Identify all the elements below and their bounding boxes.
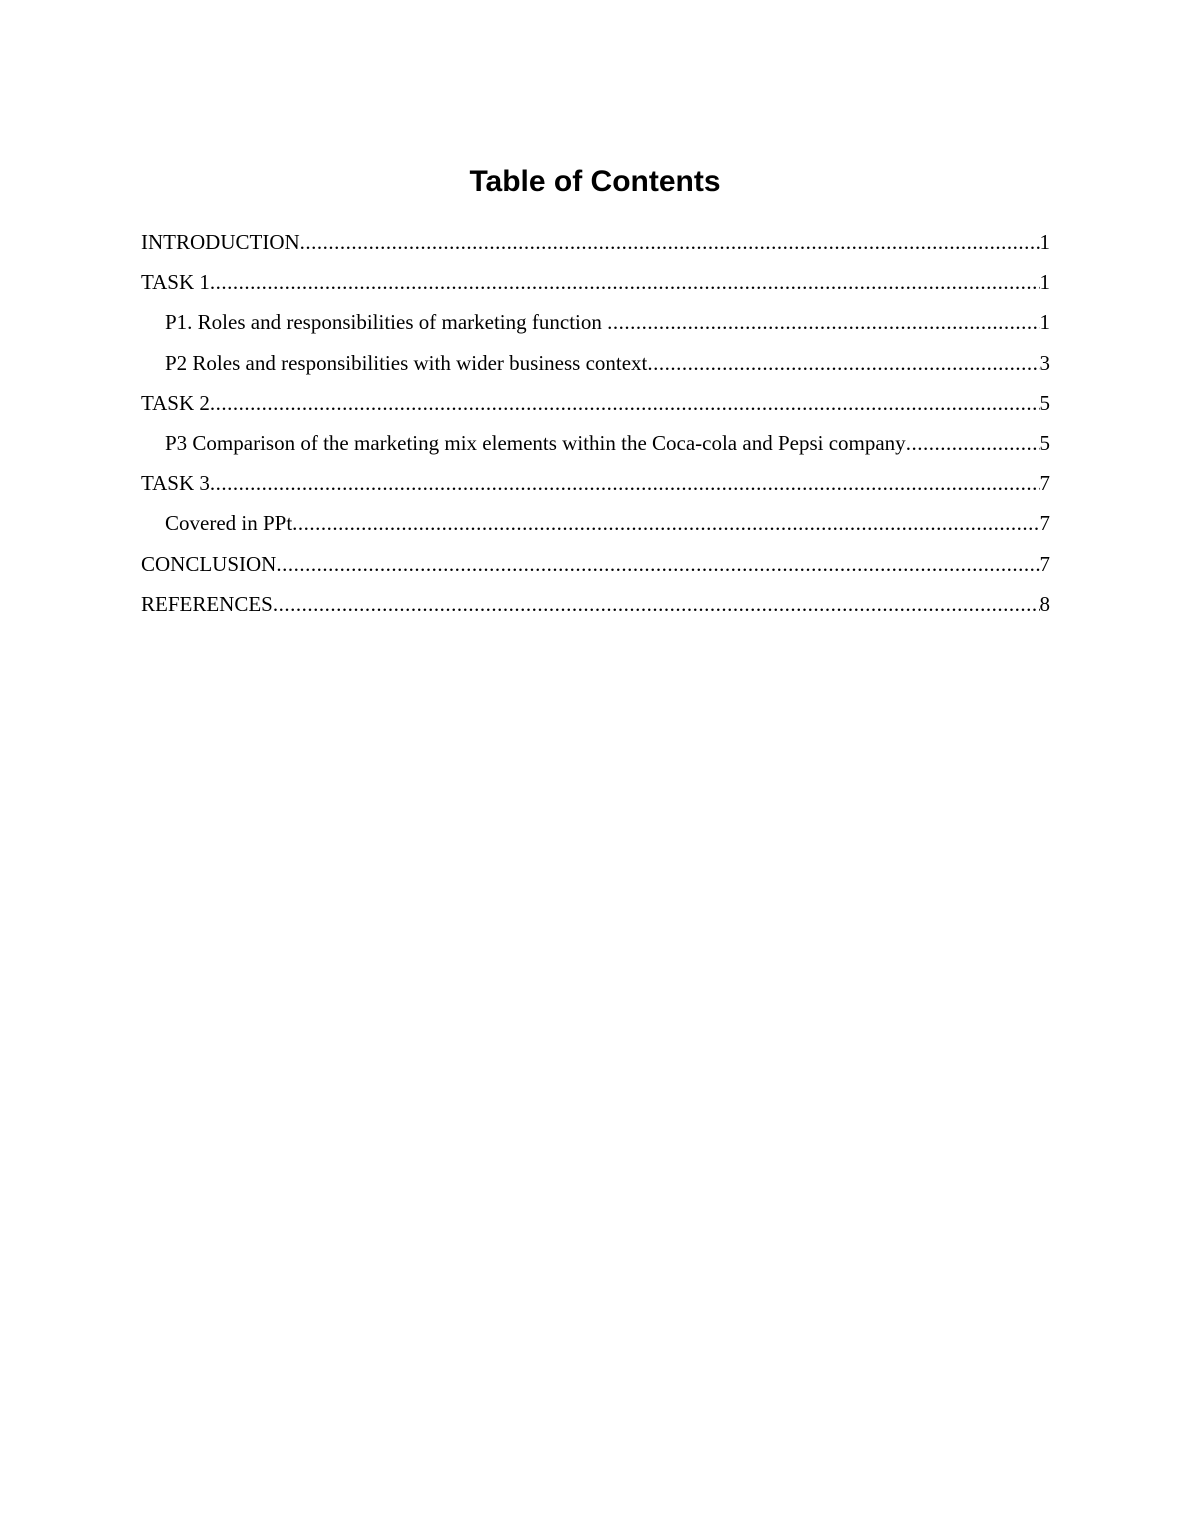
toc-entry-p2[interactable] bbox=[141, 347, 1050, 387]
dot-leader bbox=[607, 306, 1039, 338]
dot-leader bbox=[210, 266, 1040, 298]
toc-entry-conclusion[interactable] bbox=[141, 548, 1050, 588]
toc-entry-page: 5 bbox=[1039, 430, 1050, 455]
table-of-contents bbox=[141, 226, 1050, 628]
toc-entry-page: 7 bbox=[1039, 511, 1050, 536]
toc-entry-references[interactable] bbox=[141, 588, 1050, 628]
toc-entry-label: CONCLUSION bbox=[141, 551, 277, 576]
toc-entry-task-1[interactable] bbox=[141, 266, 1050, 306]
toc-entry-page: 1 bbox=[1039, 270, 1050, 295]
toc-entry-p1[interactable] bbox=[141, 306, 1050, 346]
dot-leader bbox=[210, 387, 1040, 419]
dot-leader bbox=[300, 226, 1040, 258]
toc-entry-page: 1 bbox=[1039, 310, 1050, 335]
dot-leader bbox=[276, 548, 1039, 580]
dot-leader bbox=[273, 588, 1040, 620]
toc-entry-label: TASK 1 bbox=[141, 270, 210, 295]
toc-entry-label: TASK 2 bbox=[141, 390, 210, 415]
toc-entry-page: 3 bbox=[1039, 350, 1050, 375]
toc-entry-page: 1 bbox=[1039, 230, 1050, 254]
dot-leader bbox=[647, 347, 1039, 379]
toc-entry-label: REFERENCES bbox=[141, 591, 273, 616]
toc-entry-introduction[interactable] bbox=[141, 226, 1050, 266]
toc-entry-p3[interactable] bbox=[141, 427, 1050, 467]
toc-entry-label: INTRODUCTION bbox=[141, 230, 300, 254]
toc-entry-label: TASK 3 bbox=[141, 471, 210, 496]
toc-entry-label: Covered in PPt bbox=[165, 511, 293, 536]
toc-entry-page: 8 bbox=[1039, 591, 1050, 616]
toc-entry-page: 7 bbox=[1039, 551, 1050, 576]
page-title: Table of Contents bbox=[469, 165, 721, 198]
toc-entry-label: P1. Roles and responsibilities of marketing function bbox=[165, 310, 608, 335]
toc-entry-task-2[interactable] bbox=[141, 387, 1050, 427]
toc-entry-page: 5 bbox=[1039, 390, 1050, 415]
toc-entry-page: 7 bbox=[1039, 471, 1050, 496]
dot-leader bbox=[906, 427, 1040, 459]
toc-entry-task-3[interactable] bbox=[141, 467, 1050, 507]
toc-entry-label: P3 Comparison of the marketing mix elements within the Coca-cola and Pepsi company bbox=[165, 430, 906, 455]
toc-entry-covered-in-ppt[interactable] bbox=[141, 507, 1050, 547]
toc-entry-label: P2 Roles and responsibilities with wider business context bbox=[165, 350, 648, 375]
dot-leader bbox=[210, 467, 1040, 499]
dot-leader bbox=[292, 507, 1039, 539]
